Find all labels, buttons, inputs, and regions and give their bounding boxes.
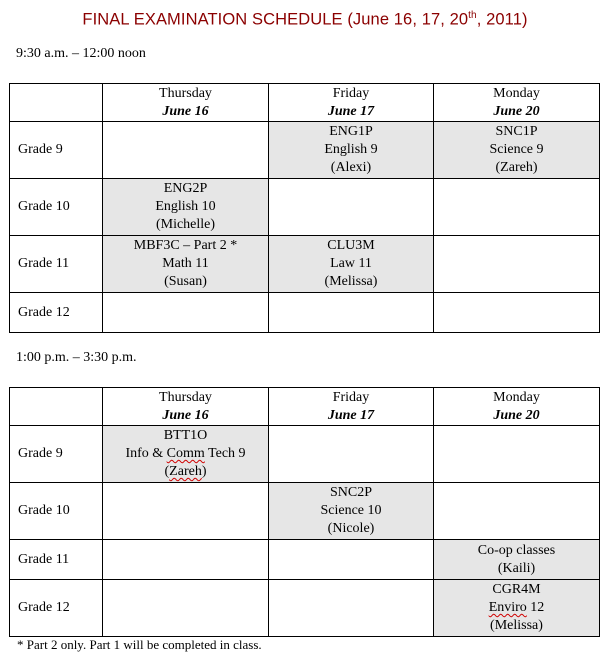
course-code: CGR4M bbox=[492, 582, 541, 597]
date-label: June 20 bbox=[493, 103, 540, 119]
teacher-name: (Melissa) bbox=[490, 618, 543, 633]
exam-cell bbox=[434, 122, 600, 179]
exam-cell-empty bbox=[269, 580, 434, 637]
table-row bbox=[10, 293, 600, 333]
table-row bbox=[10, 540, 600, 580]
date-label: June 17 bbox=[327, 103, 375, 119]
grade-label: Grade 11 bbox=[10, 540, 103, 580]
teacher-name: (Susan) bbox=[164, 274, 207, 289]
exam-cell bbox=[434, 580, 600, 637]
header-friday bbox=[269, 84, 434, 122]
course-name: Info & Comm Tech 9 bbox=[125, 446, 246, 461]
exam-cell bbox=[269, 236, 434, 293]
exam-cell-empty bbox=[434, 293, 600, 333]
exam-cell-empty bbox=[434, 426, 600, 483]
course-name: Enviro 12 bbox=[488, 600, 545, 615]
exam-cell bbox=[103, 179, 269, 236]
teacher-name: (Kaili) bbox=[497, 560, 536, 576]
header-row bbox=[10, 388, 600, 426]
exam-cell-empty bbox=[434, 236, 600, 293]
course-code: SNC2P bbox=[329, 485, 373, 500]
date-label: June 16 bbox=[162, 407, 209, 423]
exam-cell bbox=[434, 540, 600, 580]
corner-cell bbox=[10, 388, 103, 426]
course-code: SNC1P bbox=[495, 124, 538, 139]
day-label: Monday bbox=[493, 389, 540, 405]
exam-cell-empty bbox=[269, 540, 434, 580]
exam-cell bbox=[103, 426, 269, 483]
course-code: CLU3M bbox=[327, 238, 375, 253]
header-row bbox=[10, 84, 600, 122]
table-row bbox=[10, 426, 600, 483]
teacher-name: (Zareh) bbox=[164, 464, 207, 479]
course-name: Co-op classes bbox=[477, 542, 556, 558]
course-name: English 9 bbox=[324, 142, 378, 157]
title-superscript: th bbox=[468, 10, 477, 21]
date-label: June 16 bbox=[162, 103, 209, 119]
exam-cell bbox=[269, 122, 434, 179]
page-title bbox=[0, 10, 610, 30]
header-monday bbox=[434, 388, 600, 426]
exam-cell-empty bbox=[103, 293, 269, 333]
teacher-name: (Zareh) bbox=[495, 160, 538, 175]
grade-label: Grade 9 bbox=[10, 426, 103, 483]
date-label: June 17 bbox=[327, 407, 375, 423]
table-row bbox=[10, 122, 600, 179]
grade-label: Grade 10 bbox=[10, 483, 103, 540]
title-end: , 2011) bbox=[476, 10, 528, 29]
table-row bbox=[10, 580, 600, 637]
exam-cell-empty bbox=[434, 483, 600, 540]
header-monday bbox=[434, 84, 600, 122]
course-name: Science 9 bbox=[489, 142, 544, 157]
teacher-name: (Michelle) bbox=[155, 217, 216, 232]
course-name: Math 11 bbox=[162, 256, 209, 271]
day-label: Friday bbox=[332, 85, 370, 101]
teacher-name: (Alexi) bbox=[330, 160, 372, 175]
exam-cell bbox=[103, 236, 269, 293]
course-code: ENG2P bbox=[163, 181, 208, 196]
morning-session-time: 9:30 a.m. – 12:00 noon bbox=[16, 46, 146, 61]
day-label: Friday bbox=[332, 389, 370, 405]
grade-label: Grade 9 bbox=[10, 122, 103, 179]
course-code: ENG1P bbox=[329, 124, 373, 139]
date-label: June 20 bbox=[493, 407, 540, 423]
exam-cell-empty bbox=[103, 483, 269, 540]
course-name: Science 10 bbox=[320, 503, 382, 518]
day-label: Monday bbox=[493, 85, 540, 101]
teacher-name: (Melissa) bbox=[324, 274, 378, 289]
afternoon-session-time: 1:00 p.m. – 3:30 p.m. bbox=[16, 350, 137, 365]
exam-cell-empty bbox=[103, 122, 269, 179]
afternoon-schedule-table bbox=[9, 387, 600, 637]
table-row bbox=[10, 236, 600, 293]
exam-cell-empty bbox=[269, 179, 434, 236]
day-label: Thursday bbox=[159, 389, 212, 405]
exam-cell-empty bbox=[434, 179, 600, 236]
table-row bbox=[10, 483, 600, 540]
footnote: * Part 2 only. Part 1 will be completed in class. bbox=[17, 637, 262, 652]
header-thursday bbox=[103, 84, 269, 122]
grade-label: Grade 12 bbox=[10, 580, 103, 637]
exam-cell-empty bbox=[269, 426, 434, 483]
day-label: Thursday bbox=[159, 85, 212, 101]
exam-cell-empty bbox=[103, 540, 269, 580]
exam-cell bbox=[269, 483, 434, 540]
grade-label: Grade 11 bbox=[10, 236, 103, 293]
course-code: BTT1O bbox=[163, 428, 208, 443]
header-thursday bbox=[103, 388, 269, 426]
course-name: Law 11 bbox=[330, 256, 372, 271]
table-row bbox=[10, 179, 600, 236]
course-code: MBF3C – Part 2 * bbox=[133, 238, 238, 253]
teacher-name: (Nicole) bbox=[327, 521, 375, 536]
title-main: FINAL EXAMINATION SCHEDULE (June 16, 17, 20 bbox=[82, 10, 469, 29]
grade-label: Grade 12 bbox=[10, 293, 103, 333]
header-friday bbox=[269, 388, 434, 426]
corner-cell bbox=[10, 84, 103, 122]
grade-label: Grade 10 bbox=[10, 179, 103, 236]
course-name: English 10 bbox=[155, 199, 216, 214]
morning-schedule-table bbox=[9, 83, 600, 333]
exam-cell-empty bbox=[269, 293, 434, 333]
exam-cell-empty bbox=[103, 580, 269, 637]
